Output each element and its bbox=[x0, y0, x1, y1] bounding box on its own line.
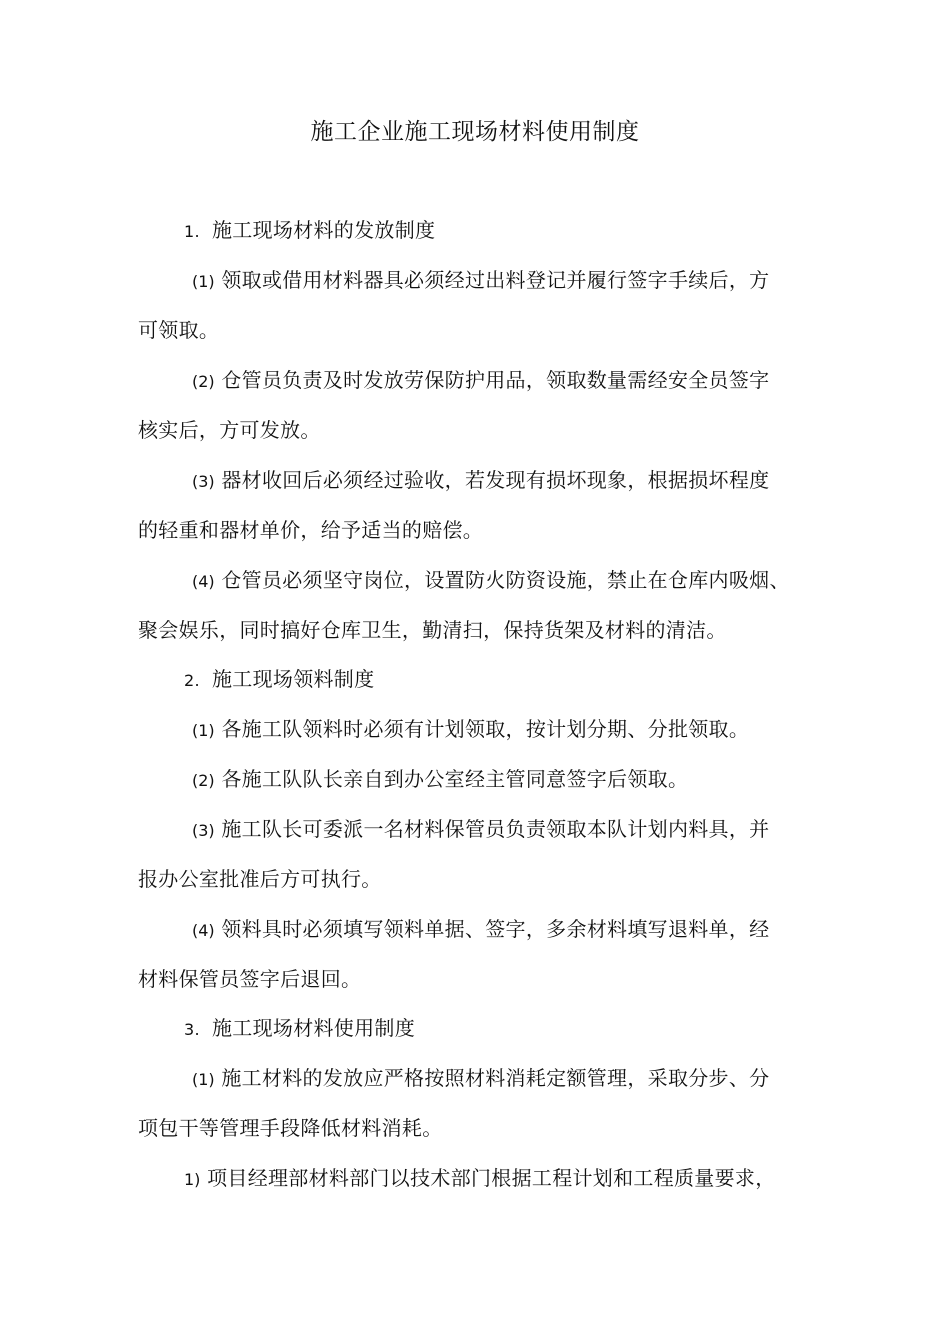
paragraph-line-cont: 核实后，方可发放。 bbox=[138, 418, 321, 442]
item-number: (1) bbox=[192, 721, 215, 740]
section-heading bbox=[184, 215, 435, 247]
paragraph-line bbox=[192, 365, 769, 397]
paragraph-line-cont: 可领取。 bbox=[138, 318, 220, 342]
section-heading-text: 施工现场材料使用制度 bbox=[212, 1016, 415, 1040]
item-number: (3) bbox=[192, 472, 215, 491]
paragraph-line-cont: 项包干等管理手段降低材料消耗。 bbox=[138, 1116, 443, 1140]
item-text: 各施工队队长亲自到办公室经主管同意签字后领取。 bbox=[221, 767, 689, 791]
section-heading-text: 施工现场领料制度 bbox=[212, 667, 375, 691]
item-text: 施工队长可委派一名材料保管员负责领取本队计划内料具，并 bbox=[221, 817, 770, 841]
section-number: 2. bbox=[184, 671, 200, 690]
paragraph-line bbox=[192, 565, 790, 597]
item-text: 仓管员负责及时发放劳保防护用品，领取数量需经安全员签字 bbox=[221, 368, 770, 392]
paragraph-line-cont: 聚会娱乐，同时搞好仓库卫生，勤清扫，保持货架及材料的清洁。 bbox=[138, 618, 727, 642]
paragraph-line bbox=[192, 465, 769, 497]
item-text: 领取或借用材料器具必须经过出料登记并履行签字手续后，方 bbox=[221, 268, 770, 292]
section-heading bbox=[184, 664, 374, 696]
item-text: 项目经理部材料部门以技术部门根据工程计划和工程质量要求， bbox=[207, 1166, 776, 1190]
item-text: 领料具时必须填写领料单据、签字，多余材料填写退料单，经 bbox=[221, 917, 770, 941]
item-number: (2) bbox=[192, 372, 215, 391]
section-number: 3. bbox=[184, 1020, 200, 1039]
item-number: (4) bbox=[192, 921, 215, 940]
paragraph-line-cont: 材料保管员签字后退回。 bbox=[138, 967, 362, 991]
paragraph-line-cont: 的轻重和器材单价，给予适当的赔偿。 bbox=[138, 518, 484, 542]
paragraph-line bbox=[192, 265, 769, 297]
section-heading-text: 施工现场材料的发放制度 bbox=[212, 218, 436, 242]
item-text: 各施工队领料时必须有计划领取，按计划分期、分批领取。 bbox=[221, 717, 750, 741]
section-number: 1. bbox=[184, 222, 200, 241]
document-title: 施工企业施工现场材料使用制度 bbox=[310, 119, 640, 145]
paragraph-line bbox=[192, 764, 688, 796]
paragraph-line bbox=[184, 1163, 776, 1195]
item-number: (1) bbox=[192, 1070, 215, 1089]
paragraph-line-cont: 报办公室批准后方可执行。 bbox=[138, 867, 382, 891]
item-number: (1) bbox=[192, 272, 215, 291]
item-text: 仓管员必须坚守岗位，设置防火防资设施，禁止在仓库内吸烟、 bbox=[221, 568, 790, 592]
paragraph-line bbox=[192, 1063, 769, 1095]
paragraph-line bbox=[192, 914, 769, 946]
section-heading bbox=[184, 1013, 415, 1045]
item-number: (2) bbox=[192, 771, 215, 790]
item-text: 器材收回后必须经过验收，若发现有损坏现象，根据损坏程度 bbox=[221, 468, 770, 492]
paragraph-line bbox=[192, 814, 769, 846]
item-text: 施工材料的发放应严格按照材料消耗定额管理，采取分步、分 bbox=[221, 1066, 770, 1090]
item-number: (3) bbox=[192, 821, 215, 840]
item-number: (4) bbox=[192, 572, 215, 591]
item-number: 1) bbox=[184, 1170, 201, 1189]
paragraph-line bbox=[192, 714, 749, 746]
